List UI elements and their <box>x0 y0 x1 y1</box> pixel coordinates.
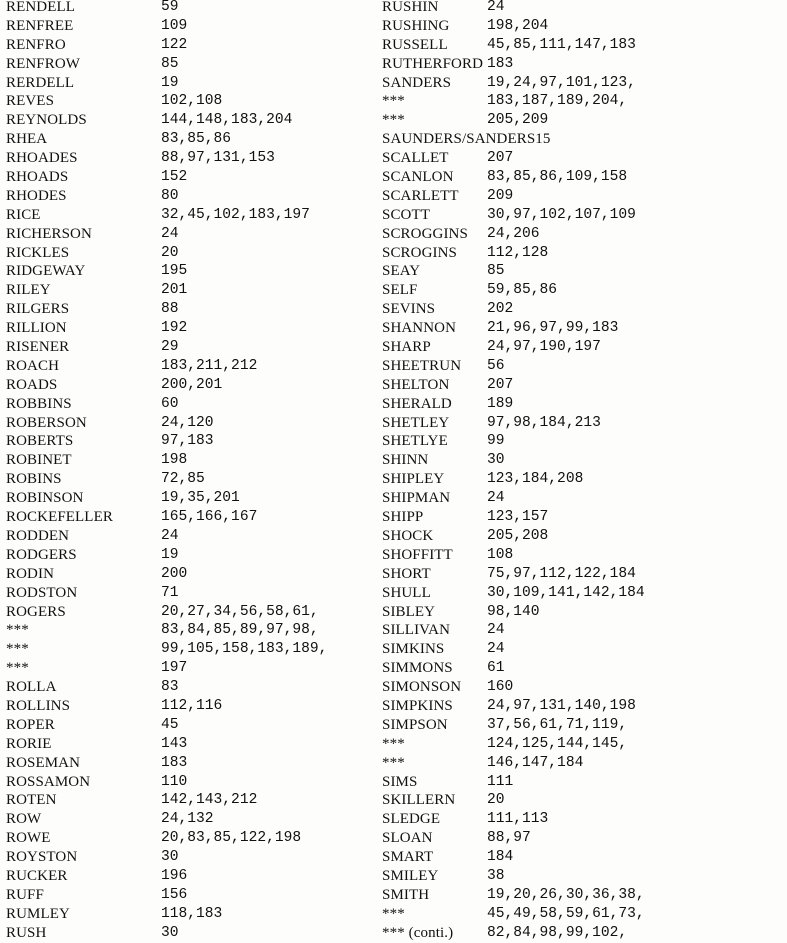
page-numbers: 97,98,184,213 <box>487 414 601 431</box>
page-numbers: 143 <box>161 735 188 752</box>
surname: SLOAN <box>382 830 433 847</box>
page-numbers: 19,24,97,101,123, <box>487 74 636 91</box>
surname: *** <box>6 622 29 639</box>
surname: SCROGINS <box>382 244 457 261</box>
surname: SCALLET <box>382 150 449 167</box>
page-numbers: 197 <box>161 660 188 677</box>
surname: SEVINS <box>382 301 436 318</box>
surname: SHEETRUN <box>382 357 462 374</box>
page-numbers: 124,125,144,145, <box>487 735 628 752</box>
page-numbers: 80 <box>161 187 179 204</box>
page-numbers: 202 <box>487 301 514 318</box>
surname: RICE <box>6 206 41 223</box>
surname: RICKLES <box>6 244 70 261</box>
surname: RHOADES <box>6 150 78 167</box>
surname: *** <box>382 93 405 110</box>
page-numbers: 83,85,86 <box>161 131 232 148</box>
surname: SHELTON <box>382 376 450 393</box>
surname: RUSHIN <box>382 0 439 15</box>
surname: SAUNDERS/SANDERS15 <box>382 131 551 148</box>
surname: RERDELL <box>6 74 75 91</box>
page-numbers: 183 <box>161 754 188 771</box>
surname: SCANLON <box>382 169 454 186</box>
page-numbers: 75,97,112,122,184 <box>487 565 636 582</box>
surname: ROTEN <box>6 792 57 809</box>
surname: SHARP <box>382 339 431 356</box>
page-numbers: 30 <box>161 849 179 866</box>
surname: SIMONSON <box>382 679 462 696</box>
surname: RUSH <box>6 924 47 941</box>
page-numbers: 108 <box>487 546 514 563</box>
surname: RENFRO <box>6 36 66 53</box>
page-numbers: 24,97,131,140,198 <box>487 697 636 714</box>
surname: SHINN <box>382 452 429 469</box>
page-numbers: 19 <box>161 546 179 563</box>
surname: RICHERSON <box>6 225 92 242</box>
page-numbers: 200,201 <box>161 376 223 393</box>
page-numbers: 144,148,183,204 <box>161 112 293 129</box>
page-numbers: 24,132 <box>161 811 214 828</box>
page-numbers: 198,204 <box>487 17 549 34</box>
surname: SMILEY <box>382 867 439 884</box>
page-numbers: 102,108 <box>161 93 223 110</box>
surname: *** <box>6 660 29 677</box>
surname: RODDEN <box>6 527 70 544</box>
surname: RILEY <box>6 282 51 299</box>
surname: SLEDGE <box>382 811 441 828</box>
surname: RISENER <box>6 339 70 356</box>
page-numbers: 112,116 <box>161 697 223 714</box>
page-numbers: 24 <box>487 622 505 639</box>
surname: RILLION <box>6 320 67 337</box>
page-numbers: 19 <box>161 74 179 91</box>
page-numbers: 30 <box>487 452 505 469</box>
surname: ROWE <box>6 830 51 847</box>
page-numbers: 88 <box>161 301 179 318</box>
page-numbers: 56 <box>487 357 505 374</box>
page-numbers: 88,97,131,153 <box>161 150 275 167</box>
surname: SCARLETT <box>382 187 459 204</box>
surname: ROGERS <box>6 603 66 620</box>
surname: ROCKEFELLER <box>6 509 113 526</box>
page-numbers: 24,120 <box>161 414 214 431</box>
surname: SIMKINS <box>382 641 445 658</box>
surname: SHIPLEY <box>382 471 445 488</box>
surname: RHEA <box>6 131 48 148</box>
page-numbers: 192 <box>161 320 188 337</box>
surname: SHERALD <box>382 395 452 412</box>
surname: *** <box>6 641 29 658</box>
page-numbers: 98,140 <box>487 603 540 620</box>
page-numbers: 30,109,141,142,184 <box>487 584 645 601</box>
surname: SHIPMAN <box>382 490 451 507</box>
page-numbers: 207 <box>487 150 514 167</box>
page-numbers: 165,166,167 <box>161 509 258 526</box>
surname: RENFREE <box>6 17 74 34</box>
surname: SELF <box>382 282 418 299</box>
page-numbers: 201 <box>161 282 188 299</box>
page-numbers: 110 <box>161 773 188 790</box>
page-numbers: 37,56,61,71,119, <box>487 716 628 733</box>
page-numbers: 83,85,86,109,158 <box>487 169 628 186</box>
page-numbers: 32,45,102,183,197 <box>161 206 310 223</box>
page-numbers: 21,96,97,99,183 <box>487 320 619 337</box>
page-numbers: 196 <box>161 867 188 884</box>
surname: SEAY <box>382 263 421 280</box>
page-numbers: 24 <box>487 0 505 15</box>
page-numbers: 156 <box>161 886 188 903</box>
page-numbers: 83,84,85,89,97,98, <box>161 622 319 639</box>
surname: ROBINS <box>6 471 62 488</box>
surname: RUCKER <box>6 867 68 884</box>
surname: RUFF <box>6 886 44 903</box>
page-numbers: 71 <box>161 584 179 601</box>
page-numbers: 209 <box>487 187 514 204</box>
page-numbers: 183,211,212 <box>161 357 258 374</box>
page-numbers: 60 <box>161 395 179 412</box>
page-numbers: 30 <box>161 924 179 941</box>
surname: ROACH <box>6 357 60 374</box>
page-numbers: 112,128 <box>487 244 549 261</box>
page-numbers: 59,85,86 <box>487 282 558 299</box>
surname: SHULL <box>382 584 431 601</box>
page-numbers: 123,157 <box>487 509 549 526</box>
surname: RILGERS <box>6 301 70 318</box>
surname: ROLLA <box>6 679 57 696</box>
surname: SIMMONS <box>382 660 453 677</box>
page-numbers: 122 <box>161 36 188 53</box>
surname: *** <box>382 754 405 771</box>
page-numbers: 189 <box>487 395 514 412</box>
surname: RHOADS <box>6 169 69 186</box>
page-numbers: 205,208 <box>487 527 549 544</box>
surname: REVES <box>6 93 55 110</box>
surname: RUSSELL <box>382 36 448 53</box>
page-numbers: 111 <box>487 773 514 790</box>
page-numbers: 61 <box>487 660 505 677</box>
page-numbers: 24 <box>487 490 505 507</box>
surname: RUSHING <box>382 17 450 34</box>
surname: *** <box>382 112 405 129</box>
surname: SHORT <box>382 565 431 582</box>
page-numbers: 85 <box>161 55 179 72</box>
page-numbers: 45,85,111,147,183 <box>487 36 636 53</box>
surname: SHOCK <box>382 527 434 544</box>
page-numbers: 24 <box>161 225 179 242</box>
surname: RHODES <box>6 187 67 204</box>
page-numbers: 38 <box>487 867 505 884</box>
page-numbers: 83 <box>161 679 179 696</box>
surname: ROSEMAN <box>6 754 81 771</box>
surname: RUTHERFORD <box>382 55 484 72</box>
surname: SCOTT <box>382 206 431 223</box>
page-numbers: 45,49,58,59,61,73, <box>487 905 645 922</box>
surname: *** <box>382 905 405 922</box>
page-numbers: 20 <box>161 244 179 261</box>
surname: *** (conti.) <box>382 924 454 941</box>
surname: SMART <box>382 849 434 866</box>
page-numbers: 45 <box>161 716 179 733</box>
page-numbers: 152 <box>161 169 188 186</box>
page-numbers: 142,143,212 <box>161 792 258 809</box>
page-numbers: 82,84,98,99,102, <box>487 924 628 941</box>
surname: ROBINSON <box>6 490 84 507</box>
page-numbers: 160 <box>487 679 514 696</box>
surname: REYNOLDS <box>6 112 87 129</box>
surname: SANDERS <box>382 74 452 91</box>
page-numbers: 20,83,85,122,198 <box>161 830 302 847</box>
page-numbers: 30,97,102,107,109 <box>487 206 636 223</box>
page-numbers: 195 <box>161 263 188 280</box>
page-numbers: 97,183 <box>161 433 214 450</box>
surname: ROBERTS <box>6 433 74 450</box>
surname: *** <box>382 735 405 752</box>
page-numbers: 183 <box>487 55 514 72</box>
surname: ROSSAMON <box>6 773 91 790</box>
surname: SIMPKINS <box>382 697 453 714</box>
page-numbers: 85 <box>487 263 505 280</box>
surname: SIMS <box>382 773 418 790</box>
page-numbers: 29 <box>161 339 179 356</box>
surname: SHETLEY <box>382 414 450 431</box>
page-numbers: 19,20,26,30,36,38, <box>487 886 645 903</box>
surname: RODGERS <box>6 546 77 563</box>
page-numbers: 20,27,34,56,58,61, <box>161 603 319 620</box>
surname: SHETLYE <box>382 433 448 450</box>
page-numbers: 205,209 <box>487 112 549 129</box>
surname: RORIE <box>6 735 52 752</box>
surname: SHIPP <box>382 509 424 526</box>
page-numbers: 72,85 <box>161 471 205 488</box>
surname: ROLLINS <box>6 697 71 714</box>
surname: SKILLERN <box>382 792 456 809</box>
surname: RODSTON <box>6 584 78 601</box>
surname: ROW <box>6 811 42 828</box>
page-numbers: 99,105,158,183,189, <box>161 641 328 658</box>
surname: SIMPSON <box>382 716 448 733</box>
surname: RENFROW <box>6 55 81 72</box>
page-numbers: 19,35,201 <box>161 490 240 507</box>
surname: RIDGEWAY <box>6 263 86 280</box>
page-numbers: 184 <box>487 849 514 866</box>
surname: ROBBINS <box>6 395 72 412</box>
surname: ROYSTON <box>6 849 78 866</box>
surname: SHANNON <box>382 320 457 337</box>
surname: SHOFFITT <box>382 546 453 563</box>
page-numbers: 99 <box>487 433 505 450</box>
page-numbers: 146,147,184 <box>487 754 584 771</box>
surname: ROBINET <box>6 452 72 469</box>
surname: RODIN <box>6 565 54 582</box>
page-numbers: 88,97 <box>487 830 531 847</box>
surname: SIBLEY <box>382 603 436 620</box>
page-numbers: 123,184,208 <box>487 471 584 488</box>
page-numbers: 24,206 <box>487 225 540 242</box>
surname: ROADS <box>6 376 58 393</box>
page-numbers: 111,113 <box>487 811 549 828</box>
page-numbers: 118,183 <box>161 905 223 922</box>
surname: SCROGGINS <box>382 225 468 242</box>
page-numbers: 24 <box>487 641 505 658</box>
page-numbers: 20 <box>487 792 505 809</box>
page-numbers: 200 <box>161 565 188 582</box>
page-numbers: 24 <box>161 527 179 544</box>
page-numbers: 59 <box>161 0 179 15</box>
surname: RUMLEY <box>6 905 70 922</box>
page-numbers: 198 <box>161 452 188 469</box>
surname: SILLIVAN <box>382 622 451 639</box>
surname: ROBERSON <box>6 414 87 431</box>
page-numbers: 24,97,190,197 <box>487 339 601 356</box>
surname: SMITH <box>382 886 430 903</box>
surname: ROPER <box>6 716 55 733</box>
surname: RENDELL <box>6 0 76 15</box>
page-numbers: 207 <box>487 376 514 393</box>
page-numbers: 109 <box>161 17 188 34</box>
page-numbers: 183,187,189,204, <box>487 93 628 110</box>
